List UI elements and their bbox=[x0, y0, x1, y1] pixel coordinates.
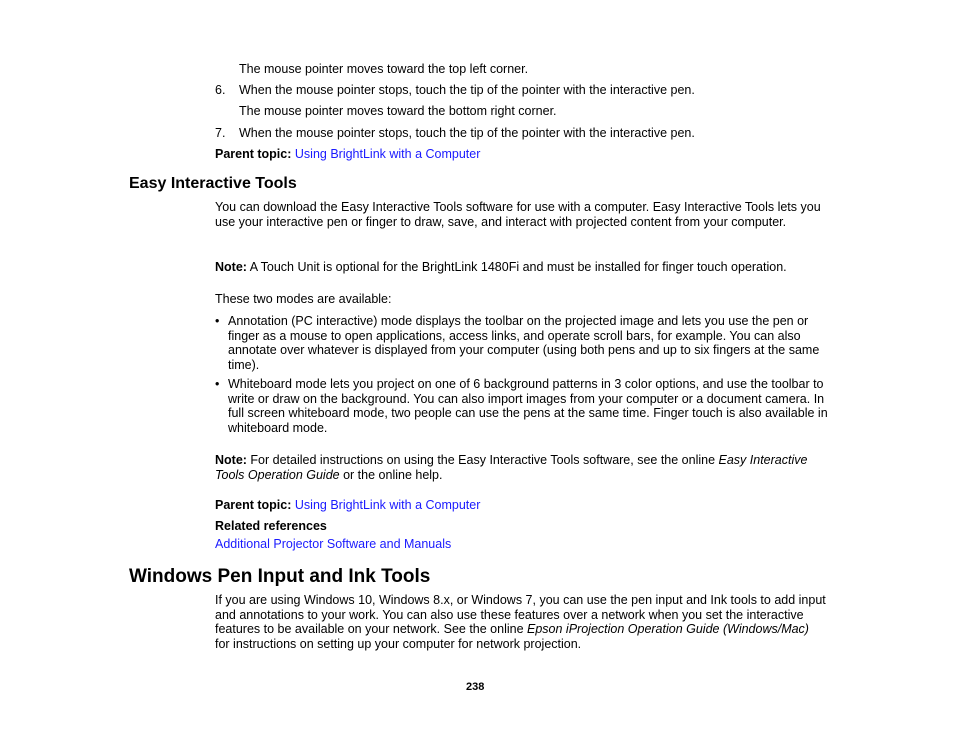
note-text: A Touch Unit is optional for the BrightLink 1480Fi and must be installed for finger touch operation. bbox=[246, 260, 787, 274]
note-label: Note: bbox=[215, 453, 247, 467]
parent-topic-link[interactable]: Using BrightLink with a Computer bbox=[294, 498, 481, 512]
eit-note-2 bbox=[215, 453, 827, 482]
parent-topic-label: Parent topic: bbox=[215, 147, 292, 161]
eit-intro-paragraph: You can download the Easy Interactive Tools software for use with a computer. Easy Interactive Tools lets you use your interactive pen or finger to draw, save, and interact with projected content from your computer. bbox=[215, 200, 821, 229]
step-6-number: 6. bbox=[215, 83, 226, 97]
note-text: or the online help. bbox=[339, 467, 443, 482]
bullet-whiteboard-mode: Whiteboard mode lets you project on one of 6 background patterns in 3 color options, and use the toolbar to write or draw on the background. You can also import images from your computer or a document camera. In full screen whiteboard mode, two people can use the pens at the same time. Finger touch is also available in whiteboard mode. bbox=[228, 377, 828, 435]
parent-topic-label: Parent topic: bbox=[215, 498, 292, 512]
bullet-marker: • bbox=[215, 377, 220, 391]
note-label: Note: bbox=[215, 260, 247, 274]
section-heading-windows-pen-input: Windows Pen Input and Ink Tools bbox=[129, 566, 431, 587]
related-references-label: Related references bbox=[215, 519, 327, 533]
guide-title: Easy Interactive Tools Operation Guide bbox=[215, 453, 808, 482]
eit-note-1 bbox=[215, 260, 827, 275]
step-5-result: The mouse pointer moves toward the top left corner. bbox=[239, 62, 529, 76]
page-number: 238 bbox=[466, 681, 485, 693]
guide-title: Epson iProjection Operation Guide (Windows/Mac) bbox=[527, 622, 809, 636]
wpi-text: If you are using Windows 10, Windows 8.x, or Windows 7, you can use the pen input and Ink tools to add input and annotations to your work. You can also use these features over a network when you set the interactive features to be available on your network. See the online bbox=[215, 593, 826, 636]
step-6-text: When the mouse pointer stops, touch the tip of the pointer with the interactive pen. bbox=[239, 83, 695, 97]
related-reference-link[interactable]: Additional Projector Software and Manuals bbox=[215, 537, 452, 551]
parent-topic-link[interactable]: Using BrightLink with a Computer bbox=[294, 147, 481, 161]
parent-topic-2 bbox=[215, 498, 480, 512]
bullet-annotation-mode: Annotation (PC interactive) mode displays the toolbar on the projected image and lets you use the pen or finger as a mouse to open applications, access links, and operate scroll bars, for example. You can also annotate over whatever is displayed from your computer (using both pens and up to six fingers at the same time). bbox=[228, 314, 820, 372]
step-7-number: 7. bbox=[215, 126, 226, 140]
parent-topic-1 bbox=[215, 147, 480, 161]
wpi-text: for instructions on setting up your computer for network projection. bbox=[215, 636, 582, 651]
section-heading-easy-interactive-tools: Easy Interactive Tools bbox=[129, 175, 297, 192]
step-6-result: The mouse pointer moves toward the bottom right corner. bbox=[239, 104, 557, 118]
step-7-text: When the mouse pointer stops, touch the tip of the pointer with the interactive pen. bbox=[239, 126, 695, 140]
modes-intro: These two modes are available: bbox=[215, 292, 392, 306]
note-text: For detailed instructions on using the Easy Interactive Tools software, see the online bbox=[246, 453, 719, 467]
wpi-paragraph bbox=[215, 593, 827, 651]
bullet-marker: • bbox=[215, 314, 220, 328]
